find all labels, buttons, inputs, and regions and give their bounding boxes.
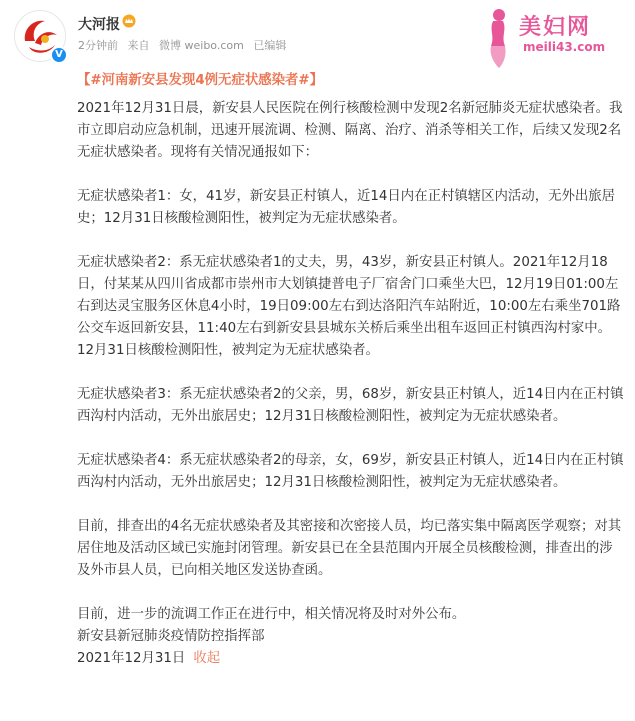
post-paragraph: 目前，排查出的4名无症状感染者及其密接和次密接人员，均已落实集中隔离医学观察；对其居住地及活动区域已实施封闭管理。新安县已在全县范围内开展全员核酸检测，排查出的涉及外市县人员，已向相关地区发送协查函。 xyxy=(77,519,622,578)
source-prefix: 来自 xyxy=(127,39,150,52)
woman-silhouette-icon xyxy=(475,6,519,70)
vip-crown-icon xyxy=(122,14,136,28)
author-name[interactable]: 大河报 xyxy=(78,17,120,33)
post-source[interactable]: 微博 weibo.com xyxy=(159,39,244,52)
watermark-url: meili43.com xyxy=(523,40,606,54)
watermark xyxy=(475,6,625,70)
post-paragraph: 无症状感染者1：女，41岁，新安县正村镇人，近14日内在正村镇辖区内活动，无外出旅居史；12月31日核酸检测阳性，被判定为无症状感染者。 xyxy=(77,189,616,226)
post-signature: 新安县新冠肺炎疫情防控指挥部 xyxy=(77,629,265,644)
post-date: 2021年12月31日 xyxy=(77,651,186,666)
post-time[interactable]: 2分钟前 xyxy=(78,39,118,52)
post-date-line xyxy=(77,648,625,670)
post-paragraph: 无症状感染者2：系无症状感染者1的丈夫，男，43岁，新安县正村镇人。2021年12月18日，付某某从四川省成都市崇州市大划镇捷普电子厂宿舍门口乘坐大巴，12月19日01:00左右到达灵宝服务区休息4小时，19日09:00左右到达洛阳汽车站附近，10:00左右乘坐701路公交车返回新安县，11:40左右到新安县县城东关桥后乘坐出租车返回正村镇西沟村家中。12月31日核酸检测阳性，被判定为无症状感染者。 xyxy=(77,255,621,358)
post-paragraph: 2021年12月31日晨，新安县人民医院在例行核酸检测中发现2名新冠肺炎无症状感染者。我市立即启动应急机制，迅速开展流调、检测、隔离、治疗、消杀等相关工作，后续又发现2名无症状感染者。现将有关情况通报如下： xyxy=(77,101,623,160)
verified-badge-icon: V xyxy=(50,46,68,64)
post-content xyxy=(77,70,625,670)
topic-hashtag-link[interactable]: 【#河南新安县发现4例无症状感染者#】 xyxy=(77,73,324,88)
collapse-button[interactable]: 收起 xyxy=(193,651,221,666)
post-header xyxy=(0,0,635,68)
post-paragraph: 目前，进一步的流调工作正在进行中，相关情况将及时对外公布。 xyxy=(77,607,466,622)
edited-label[interactable]: 已编辑 xyxy=(253,39,287,52)
post-paragraph: 无症状感染者4：系无症状感染者2的母亲，女，69岁，新安县正村镇人，近14日内在正村镇西沟村内活动，无外出旅居史；12月31日核酸检测阳性，被判定为无症状感染者。 xyxy=(77,453,624,490)
post-meta xyxy=(78,37,292,53)
post-paragraph: 无症状感染者3：系无症状感染者2的父亲，男，68岁，新安县正村镇人，近14日内在正村镇西沟村内活动，无外出旅居史；12月31日核酸检测阳性，被判定为无症状感染者。 xyxy=(77,387,624,424)
watermark-title: 美妇网 xyxy=(519,14,592,40)
